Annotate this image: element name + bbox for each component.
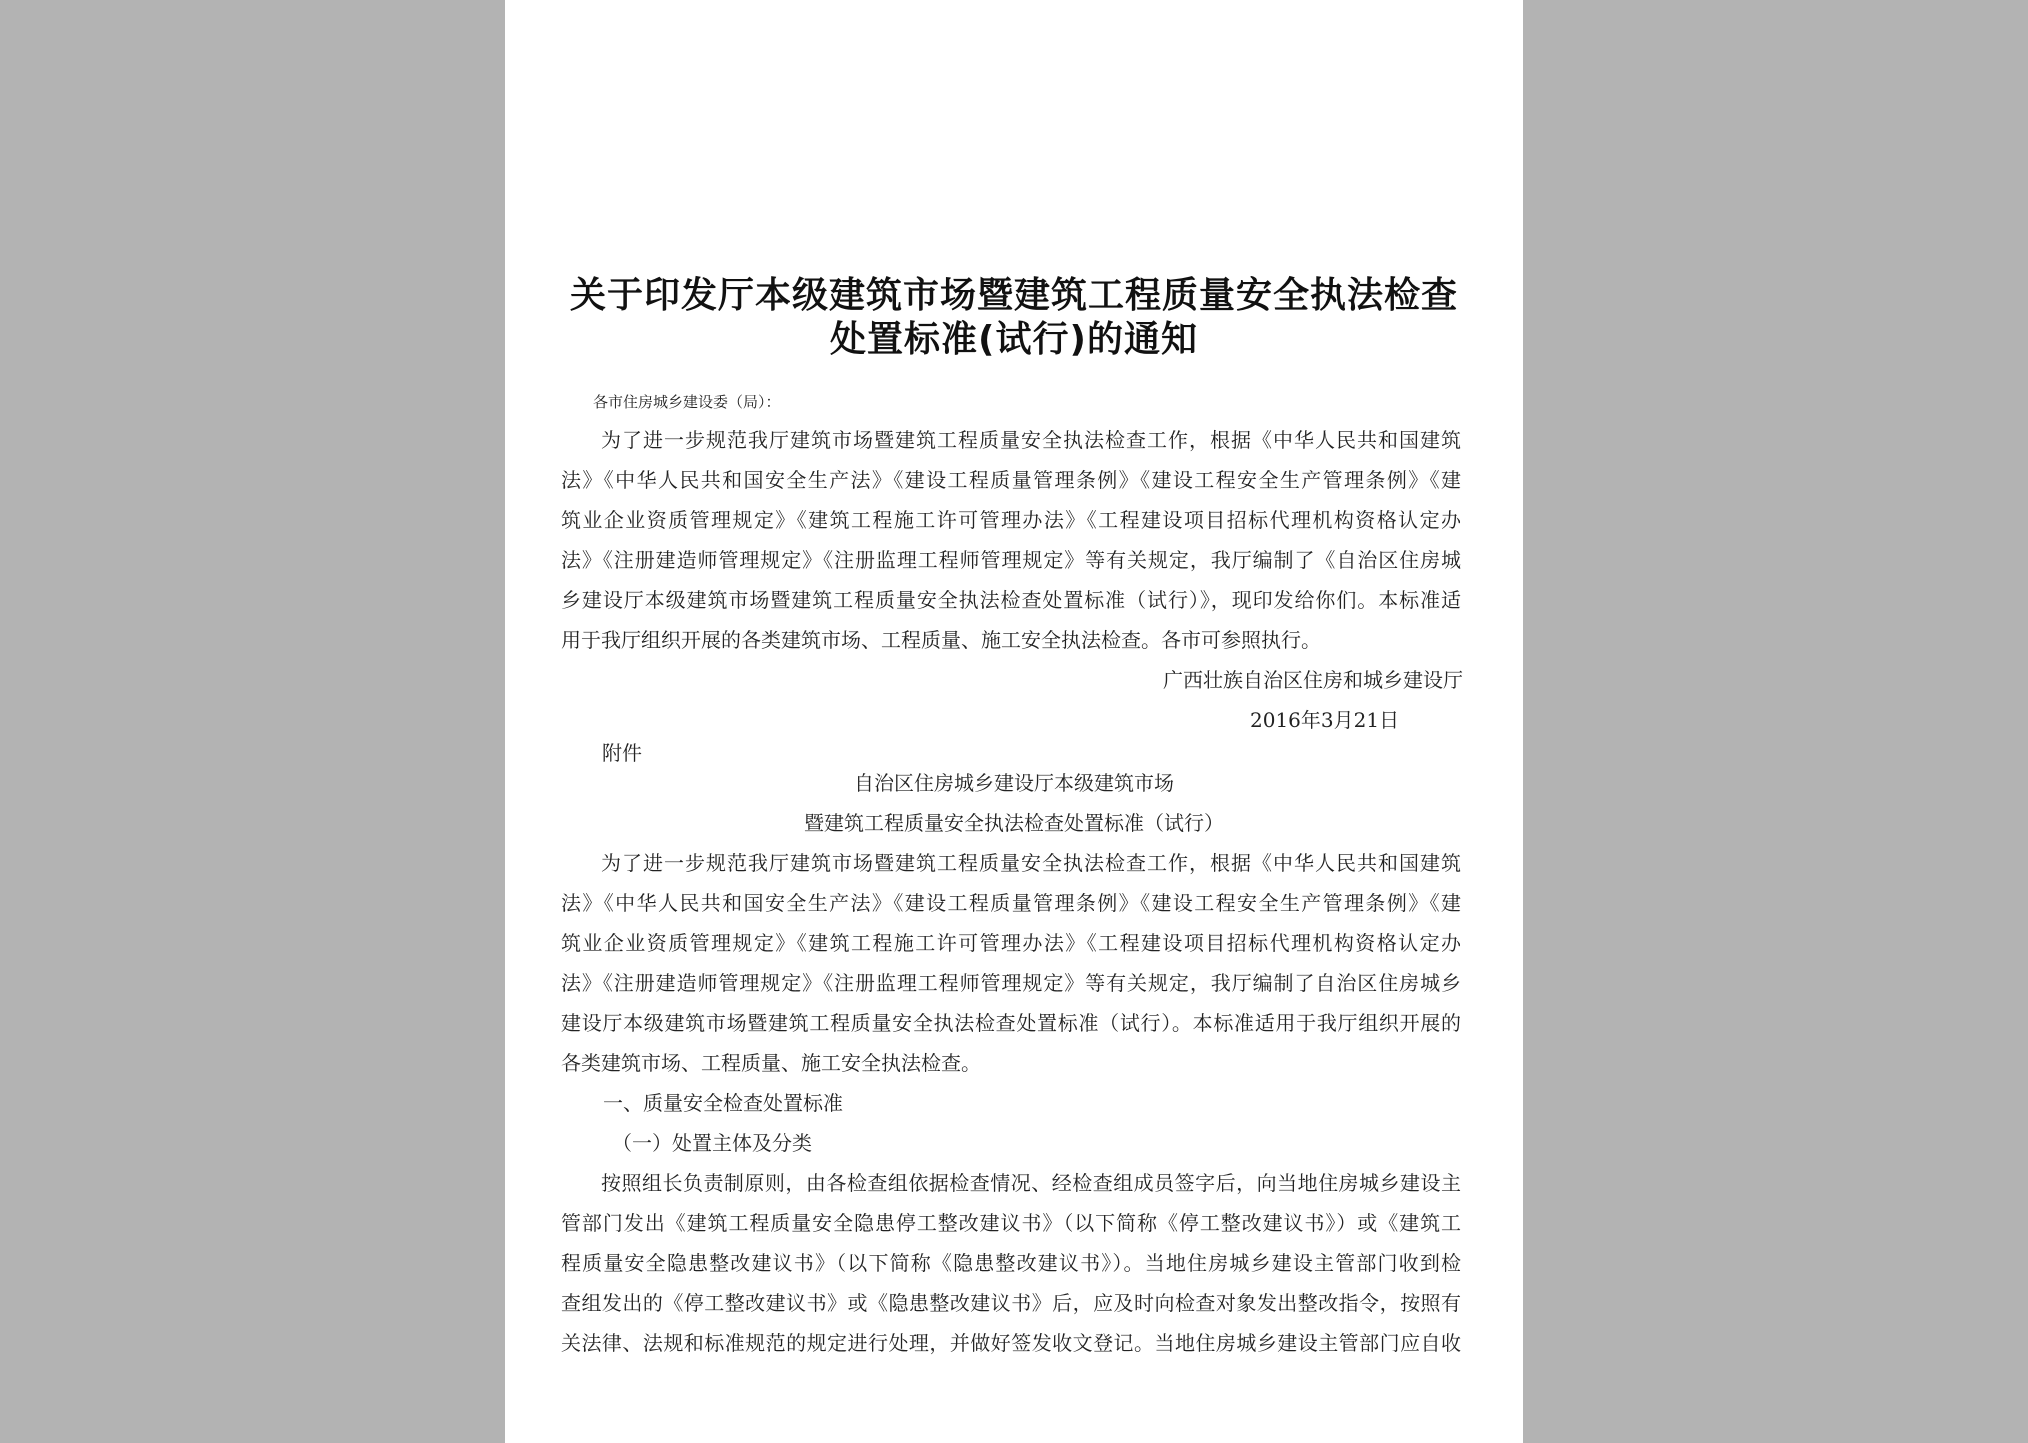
notice-line: 为了进一步规范我厅建筑市场暨建筑工程质量安全执法检查工作，根据《中华人民共和国建筑 — [601, 428, 1461, 452]
standard-line: 各类建筑市场、工程质量、施工安全执法检查。 — [561, 1051, 981, 1075]
standard-line: 建设厅本级建筑市场暨建筑工程质量安全执法检查处置标准（试行）。本标准适用于我厅组织开展的 — [561, 1011, 1461, 1035]
procedure-line: 管部门发出《建筑工程质量安全隐患停工整改建议书》（以下简称《停工整改建议书》）或《建筑工 — [561, 1211, 1461, 1235]
notice-line: 法》《中华人民共和国安全生产法》《建设工程质量管理条例》《建设工程安全生产管理条例》《建 — [561, 468, 1461, 492]
document-title-line-1: 关于印发厅本级建筑市场暨建筑工程质量安全执法检查 — [569, 275, 1458, 316]
notice-line: 用于我厅组织开展的各类建筑市场、工程质量、施工安全执法检查。各市可参照执行。 — [561, 628, 1321, 652]
subsection-heading: （一）处置主体及分类 — [612, 1131, 812, 1155]
procedure-line: 关法律、法规和标准规范的规定进行处理，并做好签发收文登记。当地住房城乡建设主管部门应自收 — [561, 1331, 1461, 1355]
notice-line: 法》《注册建造师管理规定》《注册监理工程师管理规定》等有关规定，我厅编制了《自治区住房城 — [561, 548, 1461, 572]
attachment-title-line-1: 自治区住房城乡建设厅本级建筑市场 — [854, 771, 1174, 795]
procedure-line: 程质量安全隐患整改建议书》（以下简称《隐患整改建议书》）。当地住房城乡建设主管部门收到检 — [561, 1251, 1461, 1275]
addressee: 各市住房城乡建设委（局）： — [593, 393, 781, 411]
notice-line: 乡建设厅本级建筑市场暨建筑工程质量安全执法检查处置标准（试行）》，现印发给你们。本标准适 — [561, 588, 1461, 612]
standard-line: 法》《中华人民共和国安全生产法》《建设工程质量管理条例》《建设工程安全生产管理条例》《建 — [561, 891, 1461, 915]
signature-date: 2016年3月21日 — [1250, 708, 1400, 732]
notice-line: 筑业企业资质管理规定》《建筑工程施工许可管理办法》《工程建设项目招标代理机构资格认定办 — [561, 508, 1461, 532]
attachment-label: 附件 — [602, 741, 642, 765]
standard-line: 筑业企业资质管理规定》《建筑工程施工许可管理办法》《工程建设项目招标代理机构资格认定办 — [561, 931, 1461, 955]
section-heading: 一、质量安全检查处置标准 — [603, 1091, 843, 1115]
procedure-line: 按照组长负责制原则，由各检查组依据检查情况、经检查组成员签字后，向当地住房城乡建设主 — [601, 1171, 1461, 1195]
document-title-line-2: 处置标准(试行)的通知 — [830, 319, 1198, 360]
signature-organization: 广西壮族自治区住房和城乡建设厅 — [1163, 668, 1463, 692]
standard-line: 为了进一步规范我厅建筑市场暨建筑工程质量安全执法检查工作，根据《中华人民共和国建筑 — [601, 851, 1461, 875]
document-page — [505, 0, 1523, 1443]
attachment-title-line-2: 暨建筑工程质量安全执法检查处置标准（试行） — [804, 811, 1224, 835]
procedure-line: 查组发出的《停工整改建议书》或《隐患整改建议书》后，应及时向检查对象发出整改指令，按照有 — [561, 1291, 1461, 1315]
standard-line: 法》《注册建造师管理规定》《注册监理工程师管理规定》等有关规定，我厅编制了自治区住房城乡 — [561, 971, 1461, 995]
